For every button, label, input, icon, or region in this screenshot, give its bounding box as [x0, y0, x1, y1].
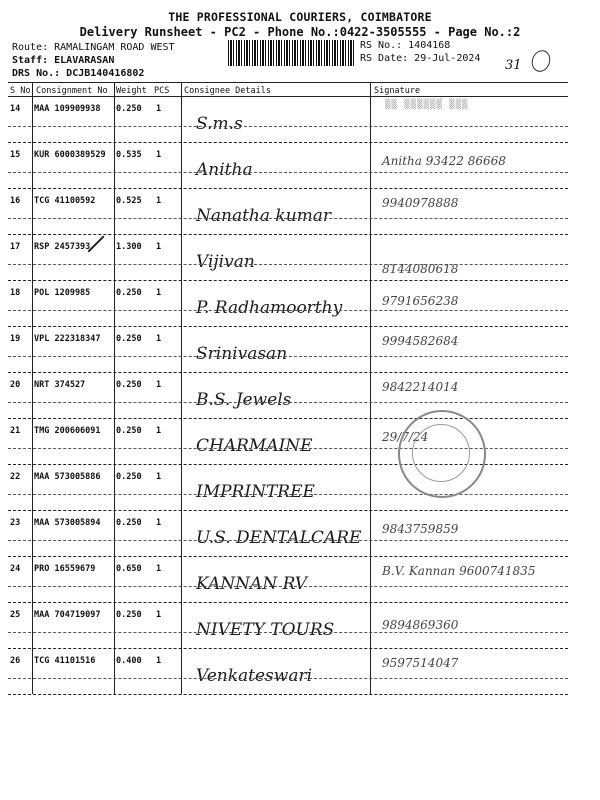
scribble-mark — [529, 48, 553, 75]
row-consignment-no: KUR 6000389529 — [34, 150, 106, 160]
row-sno: 22 — [10, 472, 21, 482]
row-underline — [8, 678, 568, 679]
row-consignment-no: MAA 109909938 — [34, 104, 101, 114]
row-separator — [8, 372, 568, 373]
header-bottom-border — [8, 96, 568, 97]
row-underline — [8, 632, 568, 633]
row-pcs: 1 — [156, 242, 162, 252]
row-weight: 0.250 — [116, 104, 142, 114]
row-consignment-no: POL 1209985 — [34, 288, 91, 298]
row-weight: 0.250 — [116, 610, 142, 620]
row-sno: 21 — [10, 426, 21, 436]
row-signature: 9791656238 — [382, 294, 459, 308]
row-sno: 24 — [10, 564, 21, 574]
barcode — [228, 40, 354, 66]
row-signature: Anitha 93422 86668 — [382, 154, 506, 168]
row-consignee: KANNAN RV — [196, 574, 308, 594]
row-pcs: 1 — [156, 380, 162, 390]
row-consignee: NIVETY TOURS — [196, 620, 335, 640]
row-signature: 9597514047 — [382, 656, 459, 670]
row-pcs: 1 — [156, 150, 162, 160]
row-pcs: 1 — [156, 518, 162, 528]
rs-number: RS No.: 1404168 — [360, 40, 451, 51]
row-separator — [8, 418, 568, 419]
row-underline — [8, 402, 568, 403]
row-consignment-no: PRO 16559679 — [34, 564, 96, 574]
row-weight: 1.300 — [116, 242, 142, 252]
row-weight: 0.250 — [116, 518, 142, 528]
row-pcs: 1 — [156, 196, 162, 206]
row-pcs: 1 — [156, 564, 162, 574]
row-sno: 16 — [10, 196, 21, 206]
row-pcs: 1 — [156, 610, 162, 620]
route: Route: RAMALINGAM ROAD WEST — [12, 42, 175, 53]
row-consignee: Srinivasan — [196, 344, 288, 364]
row-consignment-no: TCG 41100592 — [34, 196, 96, 206]
row-sno: 14 — [10, 104, 21, 114]
col-header-pcs: PCS — [154, 86, 170, 96]
row-consignment-no: TCG 41101516 — [34, 656, 96, 666]
row-separator — [8, 556, 568, 557]
company-stamp-inner — [412, 424, 470, 482]
row-weight: 0.535 — [116, 150, 142, 160]
row-separator — [8, 648, 568, 649]
row-signature: 8144080618 — [382, 262, 459, 276]
row-consignee: Venkateswari — [196, 666, 313, 686]
row-consignment-no: MAA 704719097 — [34, 610, 101, 620]
row-consignment-no: RSP 2457393 — [34, 242, 91, 252]
col-header-signature: Signature — [374, 86, 421, 96]
row-underline — [8, 264, 568, 265]
row-consignee: P. Radhamoorthy — [196, 298, 343, 318]
row-consignee: CHARMAINE — [196, 436, 313, 456]
row-consignment-no: VPL 222318347 — [34, 334, 101, 344]
row-separator — [8, 234, 568, 235]
row-signature: 29/7/24 — [382, 430, 429, 444]
row-weight: 0.650 — [116, 564, 142, 574]
row-separator — [8, 602, 568, 603]
row-weight: 0.250 — [116, 288, 142, 298]
row-sno: 25 — [10, 610, 21, 620]
row-signature: 9894869360 — [382, 618, 459, 632]
row-signature: 9994582684 — [382, 334, 459, 348]
row-consignee: S.m.s — [196, 114, 243, 134]
row-separator — [8, 188, 568, 189]
row-sno: 23 — [10, 518, 21, 528]
row-underline — [8, 126, 568, 127]
company-title: THE PROFESSIONAL COURIERS, COIMBATORE — [168, 10, 432, 24]
row-underline — [8, 494, 568, 495]
stamp-faint-text: ▒▒ ▒▒▒▒▒▒ ▒▒▒ — [385, 100, 469, 110]
row-sno: 17 — [10, 242, 21, 252]
row-weight: 0.250 — [116, 334, 142, 344]
row-sno: 26 — [10, 656, 21, 666]
row-underline — [8, 586, 568, 587]
row-signature: 9843759859 — [382, 522, 459, 536]
row-pcs: 1 — [156, 426, 162, 436]
staff: Staff: ELAVARASAN — [12, 55, 115, 66]
row-pcs: 1 — [156, 104, 162, 114]
row-separator — [8, 142, 568, 143]
col-header-consignment: Consignment No — [36, 86, 108, 96]
row-separator — [8, 280, 568, 281]
row-signature: 9940978888 — [382, 196, 459, 210]
row-consignment-no: MAA 573005894 — [34, 518, 101, 528]
row-weight: 0.250 — [116, 472, 142, 482]
col-header-consignee: Consignee Details — [184, 86, 271, 96]
row-consignee: Anitha — [196, 160, 253, 180]
col-header-sno: S No — [10, 86, 31, 96]
row-signature: B.V. Kannan 9600741835 — [382, 564, 536, 578]
row-consignment-no: NRT 374527 — [34, 380, 86, 390]
row-underline — [8, 218, 568, 219]
row-sno: 19 — [10, 334, 21, 344]
handwritten-note: 31 — [505, 58, 522, 73]
row-consignee: B.S. Jewels — [196, 390, 292, 410]
table-top-border — [8, 82, 568, 83]
row-pcs: 1 — [156, 472, 162, 482]
row-separator — [8, 510, 568, 511]
row-consignee: IMPRINTREE — [196, 482, 315, 502]
row-weight: 0.525 — [116, 196, 142, 206]
row-underline — [8, 310, 568, 311]
row-consignment-no: MAA 573005886 — [34, 472, 101, 482]
col-header-weight: Weight — [116, 86, 147, 96]
drs-number: DRS No.: DCJB140416802 — [12, 68, 145, 79]
row-weight: 0.250 — [116, 426, 142, 436]
row-pcs: 1 — [156, 334, 162, 344]
row-consignee: Nanatha kumar — [196, 206, 332, 226]
row-underline — [8, 356, 568, 357]
row-consignee: Vijivan — [196, 252, 255, 272]
row-weight: 0.400 — [116, 656, 142, 666]
row-sno: 15 — [10, 150, 21, 160]
row-weight: 0.250 — [116, 380, 142, 390]
row-sno: 18 — [10, 288, 21, 298]
row-underline — [8, 540, 568, 541]
row-separator — [8, 694, 568, 695]
row-pcs: 1 — [156, 656, 162, 666]
row-consignment-no: TMG 200606091 — [34, 426, 101, 436]
row-consignee: U.S. DENTALCARE — [196, 528, 362, 548]
row-sno: 20 — [10, 380, 21, 390]
row-pcs: 1 — [156, 288, 162, 298]
row-signature: 9842214014 — [382, 380, 459, 394]
row-underline — [8, 172, 568, 173]
row-separator — [8, 326, 568, 327]
runsheet-subtitle: Delivery Runsheet - PC2 - Phone No.:0422-3505555 - Page No.:2 — [79, 25, 521, 39]
rs-date: RS Date: 29-Jul-2024 — [360, 53, 481, 64]
